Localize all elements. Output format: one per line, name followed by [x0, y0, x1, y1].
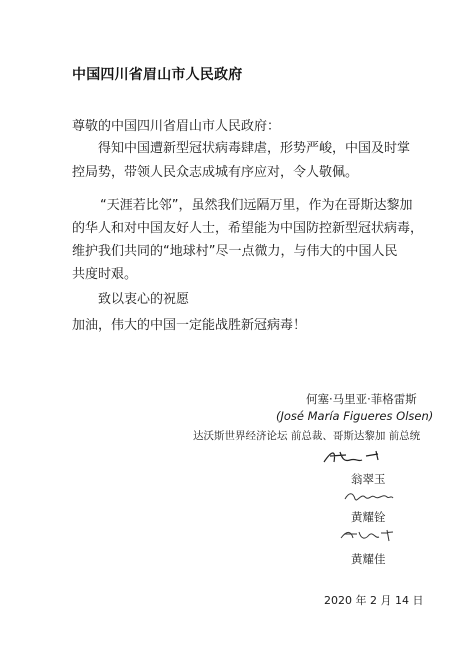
letter-heading: 中国四川省眉山市人民政府	[72, 67, 243, 83]
paragraph-2-line-3: 维护我们共同的“地球村”尽一点微力，与伟大的中国人民	[72, 244, 398, 259]
paragraph-2-line-1: “天涯若比邻”，虽然我们远隔万里，作为在哥斯达黎加	[100, 198, 413, 213]
paragraph-2-line-4: 共度时艰。	[72, 267, 138, 282]
handwritten-signature-3	[337, 527, 399, 545]
signer1-name-cn: 何塞·马里亚·菲格雷斯	[306, 392, 417, 406]
cheer-line: 加油，伟大的中国一定能战胜新冠病毒！	[72, 318, 307, 333]
handwritten-signature-2	[341, 489, 397, 505]
signer2-name: 翁翠玉	[351, 472, 386, 486]
closing: 致以衷心的祝愿	[98, 292, 190, 307]
paragraph-1-line-2: 控局势，带领人民众志成城有序应对，令人敬佩。	[72, 165, 359, 180]
handwritten-signature-1	[318, 448, 388, 468]
signer1-name-en: (José María Figueres Olsen)	[276, 409, 434, 423]
salutation: 尊敬的中国四川省眉山市人民政府：	[72, 119, 281, 134]
signer1-title: 达沃斯世界经济论坛 前总裁、哥斯达黎加 前总统	[193, 430, 421, 442]
letter-date: 2020 年 2 月 14 日	[324, 594, 424, 607]
paragraph-2-line-2: 的华人和对中国友好人士，希望能为中国防控新型冠状病毒，	[72, 221, 424, 236]
paragraph-1-line-1: 得知中国遭新型冠状病毒肆虐，形势严峻，中国及时掌	[98, 141, 411, 156]
signer3-name: 黄耀铨	[351, 510, 386, 524]
signer4-name: 黄耀佳	[351, 552, 386, 566]
